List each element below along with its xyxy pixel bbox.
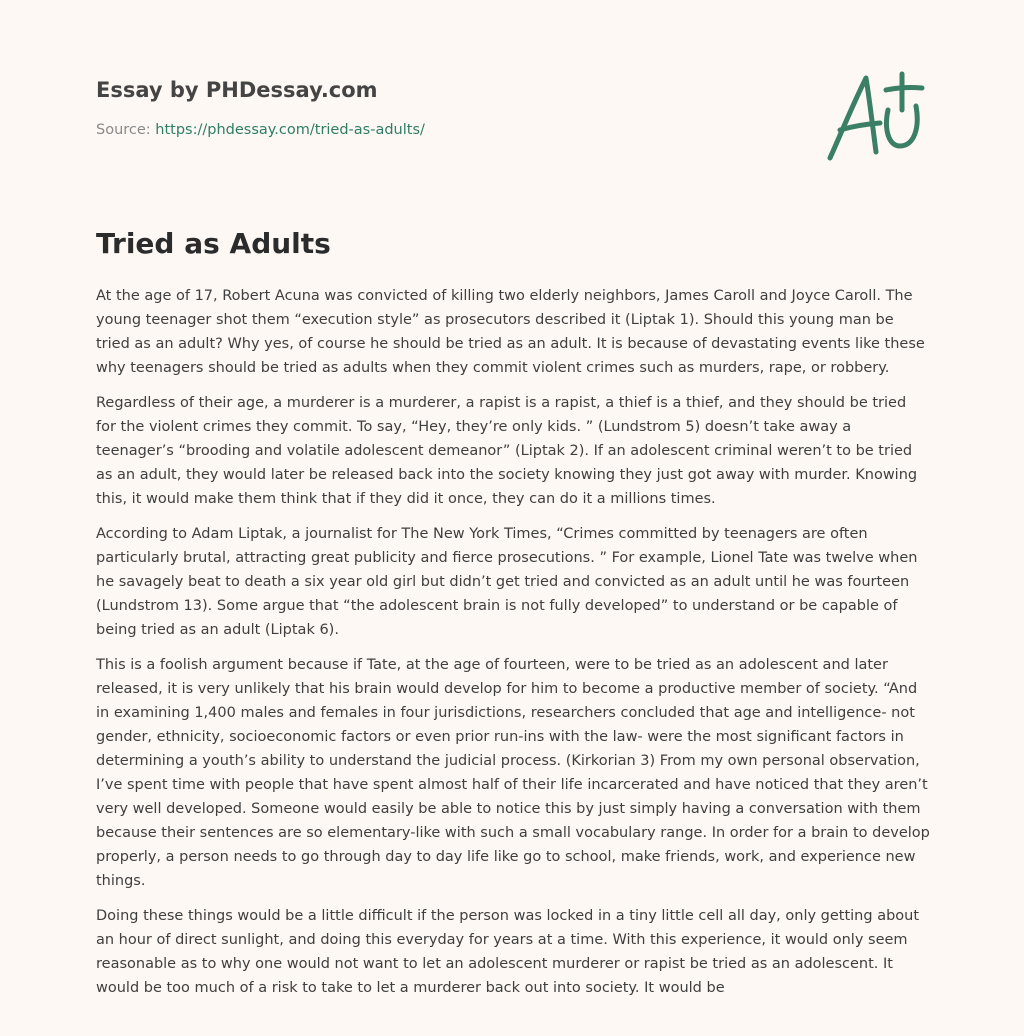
source-label: Source: (96, 122, 156, 138)
essay-body (96, 284, 930, 1011)
source-link[interactable]: https://phdessay.com/tried-as-adults/ (155, 122, 425, 138)
essay-title: Tried as Adults (96, 227, 331, 260)
brand-title: Essay by PHDessay.com (96, 78, 378, 102)
essay-header (96, 74, 796, 140)
essay-paragraph: At the age of 17, Robert Acuna was convicted of killing two elderly neighbors, James Caroll and Joyce Caroll. The young teenager shot them “execution style” as prosecutors described it (Liptak 1). Should this young man be tried as an adult? Why yes, of course he should be tried as an adult. It is because of devastating events like these why teenagers should be tried as adults when they commit violent crimes such as murders, rape, or robbery. (96, 288, 925, 376)
essay-paragraph: According to Adam Liptak, a journalist for The New York Times, “Crimes committed by teenagers are often particularly brutal, attracting great publicity and fierce prosecutions. ” For example, Lionel Tate was twelve when he savagely beat to death a six year old girl but didn’t get tried and convicted as an adult until he was fourteen (Lundstrom 13). Some argue that “the adolescent brain is not fully developed” to understand or be capable of being tried as an adult (Liptak 6). (96, 526, 918, 638)
essay-paragraph: Doing these things would be a little difficult if the person was locked in a tiny little cell all day, only getting about an hour of direct sunlight, and doing this everyday for years at a time. With this experience, it would only seem reasonable as to why one would not want to let an adolescent murderer or rapist be tried as an adolescent. It would be too much of a risk to take to let a murderer back out into society. It would be (96, 908, 920, 996)
essay-paragraph: Regardless of their age, a murderer is a murderer, a rapist is a rapist, a thief is a thief, and they should be tried for the violent crimes they commit. To say, “Hey, they’re only kids. ” (Lundstrom 5) doesn’t take away a teenager’s “brooding and volatile adolescent demeanor” (Liptak 2). If an adolescent criminal weren’t to be tried as an adult, they would later be released back into the society knowing they just got away with murder. Knowing this, it would make them think that if they did it once, they can do it a millions times. (96, 395, 918, 507)
a-plus-logo-icon (822, 66, 928, 166)
source-line (96, 120, 796, 140)
essay-paragraph: This is a foolish argument because if Tate, at the age of fourteen, were to be tried as an adolescent and later released, it is very unlikely that his brain would develop for him to become a productive member of society. “And in examining 1,400 males and females in four jurisdictions, researchers concluded that age and intelligence- not gender, ethnicity, socioeconomic factors or even prior run-ins with the law- were the most significant factors in determining a youth’s ability to understand the judicial process. (Kirkorian 3) From my own personal observation, I’ve spent time with people that have spent almost half of their life incarcerated and have noticed that they aren’t very well developed. Someone would easily be able to notice this by just simply having a conversation with them because their sentences are so elementary-like with such a small vocabulary range. In order for a brain to develop properly, a person needs to go through day to day life like go to school, make friends, work, and experience new things. (96, 657, 930, 889)
